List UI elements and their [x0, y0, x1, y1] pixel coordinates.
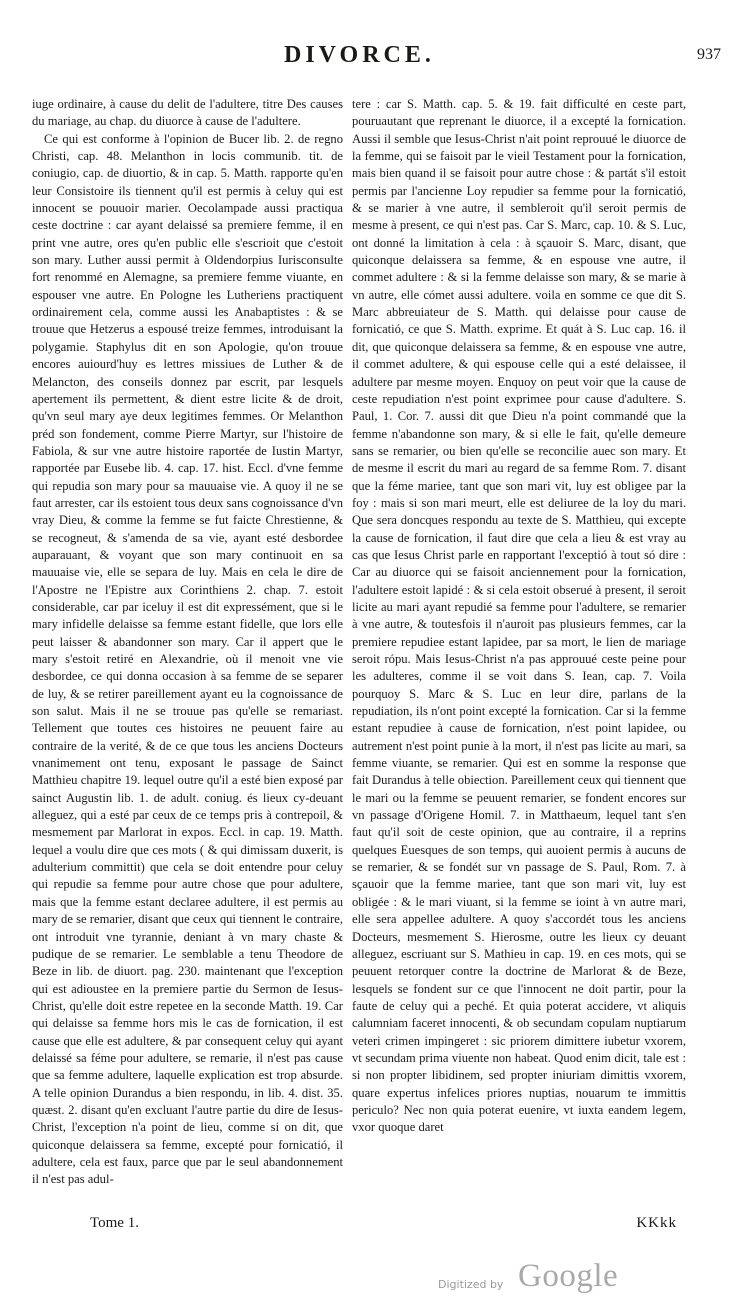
- page-number: 937: [697, 46, 721, 63]
- running-title: DIVORCE.: [284, 42, 435, 68]
- signature-mark: KKkk: [636, 1215, 677, 1231]
- volume-label: Tome 1.: [90, 1215, 139, 1231]
- paragraph: iuge ordinaire, à cause du delit de l'adultere, titre Des causes du mariage, au chap. du diuorce à cause de l'adultere.: [32, 97, 343, 129]
- paragraph: Ce qui est conforme à l'opinion de Bucer lib. 2. de regno Christi, cap. 48. Melanthon in locis communib. tit. de coniugio, cap. de diuortio, & in cap. 5. Matth. rapporte qu'en leur Consistoire ils tiennent qu'il est permis à celuy qui est innocent se pouuoir marier. Oecolampade aussi practiqua ceste doctrine : car ayant delaissé sa premiere femme, il en print vne autre, ores qu'en public elle s'escrioit que c'estoit son mary. Luther aussi permit à Oldendorpius Iurisconsulte fort renommé en Alemagne, sa premiere femme viuante, en espouser vne autre. En Pologne les Lutheriens practiquent ordinairement cela, comme aussi les Anabaptistes : & se trouue que Hetzerus a espousé treize femmes, introduisant la polygamie. Staphylus dit en son Apologie, qu'on trouue encores auiourd'huy es lettres missiues de Luther & de Melancton, des conseils donnez par escrit, par lesquels apertement ils permettent, & dient estre licite & de droit, qu'vn seul mary aye deux legitimes femmes. Or Melanthon préd son fondement, comme Pierre Martyr, sur l'histoire de Fabiola, & sur vne autre histoire raportée de Iustin Martyr, rapportée par Eusebe lib. 4. cap. 17. hist. Eccl. d'vne femme qui repudia son mary pour sa mauuaise vie. A quoy il ne se faut arrester, car ils estoient tous deux sans cognoissance d'vn vray Dieu, & comme la femme se fut faicte Chrestienne, & se recogneut, & s'amenda de sa vie, ayant esté desbordee auparauant, & voyant que son mary continuoit en sa mauuaise vie, elle se separa de luy. Mais en cela le dire de l'Apostre ne l'Epistre aux Corinthiens 2. chap. 7. estoit considerable, car par iceluy il est dit expressément, que si le mary infidelle delaisse sa femme estant fidelle, que lors elle peut laisser & abandonner son mary. Car il appert que le mary s'estoit retiré en Alexandrie, où il menoit vne vie desbordee, ce qui donna occasion à sa femme de se separer de luy, & se retirer pareillement ayant eu la cognoissance de son salut. Mais il ne se trouue pas qu'elle se remariast. Tellement que toutes ces histoires ne peuuent faire au contraire de la verité, & de ce que tous les anciens Docteurs vnanimement ont tenu, exposant le passage de Sainct Matthieu chapitre 19. lequel outre qu'il a esté bien exposé par sainct Augustin lib. 1. de adult. coniug. és lieux cy-deuant alleguez, qui a esté par ceux de ce temps pris à contrepoil, & mesmement par Marlorat in expos. Eccl. in cap. 19. Matth. lequel a voulu dire que ces mots ( & qui dimissam duxerit, is adulterium committit) que cela se doit entendre pour celuy qui repudie sa femme pour autre chose que pour adultere, mais que la femme estant declaree adultere, il est permis au mary de se remarier, disant que ceux qui tiennent le contraire, ont introduit vne tyrannie, deniant à vn mary chaste & pudique de se remarier. Le semblable a tenu Theodore de Beze in lib. de diuort. pag. 230. maintenant que l'exception qui est adioustee en la premiere partie du Sermon de Iesus-Christ, qu'elle doit estre repetee en la seconde Matth. 19. Car qui delaisse sa femme hors mis le cas de fornication, il est cause que elle est adultere, & par consequent celuy qui ayant delaissé sa féme pour adultere, se remarie, il n'est pas cause que sa femme adultere, laquelle explication est trop absurde. A telle opinion Durandus a bien respondu, in lib. 4. dist. 35. quæst. 2. disant qu'en excluant l'autre partie du dire de Iesus-Christ, l'exception n'a point de lieu, comme si on dit, que quiconque delaissera sa femme, excepté pour fornicatió, il adultere, cela est faux, parce que par le seul abandonnement il n'est pas adul-: [32, 131, 343, 1187]
- google-watermark: [438, 1260, 668, 1300]
- digitized-by-text: Digitized by: [438, 1278, 504, 1291]
- paragraph: tere : car S. Matth. cap. 5. & 19. fait difficulté en ceste part, pouruautant que reprenant le diuorce, il a excepté la fornication. Aussi il semble que Iesus-Christ n'ait point reprouué le diuorce de la femme, qui se faisoit par le vieil Testament pour la fornication, mais bien quand il se faisoit pour autre chose : & partát s'il estoit permis par l'ancienne Loy repudier sa femme pour la fornicatió, & se marier à vne autre, il sembleroit qu'il seroit permis de mesme à present, ce qui n'est pas. Car S. Marc, cap. 10. & S. Luc, ont donné la limitation à cela : à sçauoir S. Marc, disant, que quiconque delaissera sa femme, & en espouse vne autre, il commet adultere : & si la femme delaisse son mary, & se marie à vn autre, elle cómet aussi adultere. voila en somme ce que dit S. Marc abbreuiateur de S. Matth. qui delaisse pour cause de fornicatió, ce que S. Matth. exprime. Et quát à S. Luc cap. 16. il dit, que quiconque delaissera sa femme, & en espouse vne autre, il commet adultere, & qui espouse celle qui a esté delaissee, il adultere par mesme moyen. Enquoy on peut voir que la cause de ceste repudiation n'est point exprimee pour cause d'adultere. S. Paul, 1. Cor. 7. aussi dit que Dieu n'a point commandé que la femme n'abandonne son mary, & si elle le fait, qu'elle demeure sans se remarier, ou bien qu'elle se reconcilie auec son mary. Et de mesme il escrit du mari au regard de sa femme Rom. 7. disant que la féme mariee, tant que son mari vit, luy est obligee par la foy : mais si son mari meurt, elle est deliuree de la loy du mari. Que sera doncques respondu au texte de S. Matthieu, qui excepte la cause de fornication, il faut dire que cela a lieu & est vray au cas que Iesus Christ parle en rapportant l'exceptió à tout só dire : Car au diuorce qui se faisoit anciennement pour la fornication, l'adultere estoit lapidé : & si cela estoit obserué à present, il seroit licite au mari ayant repudié sa femme pour l'adultere, se remarier à vne autre, & toutesfois il n'auroit pas plusieurs femmes, car la premiere repudiee estant lapidee, par sa mort, le lien de mariage seroit rópu. Mais Iesus-Christ n'a pas approuué ceste peine pour les adulteres, comme il se voit dans S. Iean, cap. 7. Voila pourquoy S. Marc & S. Luc en leur dire, parlans de la repudiation, ils n'ont point excepté la fornication. Car si la femme estant repudiee à cause de fornication, n'est point lapidee, ou autrement n'est point punie à la mort, il n'est pas licite au mari, sa femme viuante, se remarier. Qui est en somme la response que fait Durandus à telle obiection. Pareillement ceux qui tiennent que le mari ou la femme se peuuent remarier, se fondent encores sur vn passage d'Origene Homil. 7. in Matthaeum, lequel tant s'en faut qu'il soit de ceste opinion, que au contraire, il a reprins quelques Euesques de son temps, qui auoient permis à aucuns de se remarier, & se fondét sur vn passage de S. Paul, Rom. 7. à sçauoir que la femme mariee, tant que son mari vit, luy est obligée : & le mari viuant, si la femme se ioint à vn autre mari, elle sera appellee adultere. A quoy s'accordét tous les anciens Docteurs, mesmement S. Hierosme, outre les lieux cy deuant alleguez, escriuant sur S. Mathieu in cap. 19. en ces mots, qui se peuuent retorquer contre la doctrine de Marlorat & de Beze, lesquels se fondent sur ce que l'innocent ne doit partir, pour la faute de celuy qui a peché. Et quia poterat accidere, vt aliquis calumniam faceret innocenti, & ob secundam copulam nuptiarum veteri crimen impingeret : sic priorem dimittere iubetur vxorem, vt secundam prima viuente non habeat. Quod enim dicit, tale est : si non propter libidinem, sed propter iniuriam dimittis vxorem, quare expertus infelices priores nuptias, nouarum te immittis periculo? Nec non quia poterat euenire, vt iuxta eandem legem, vxor quoque daret: [352, 97, 686, 1135]
- google-logo: Google: [518, 1258, 619, 1294]
- right-column: [352, 96, 686, 1208]
- left-column: [32, 96, 343, 1208]
- page-header: [26, 42, 729, 82]
- page-footer: [32, 1215, 715, 1237]
